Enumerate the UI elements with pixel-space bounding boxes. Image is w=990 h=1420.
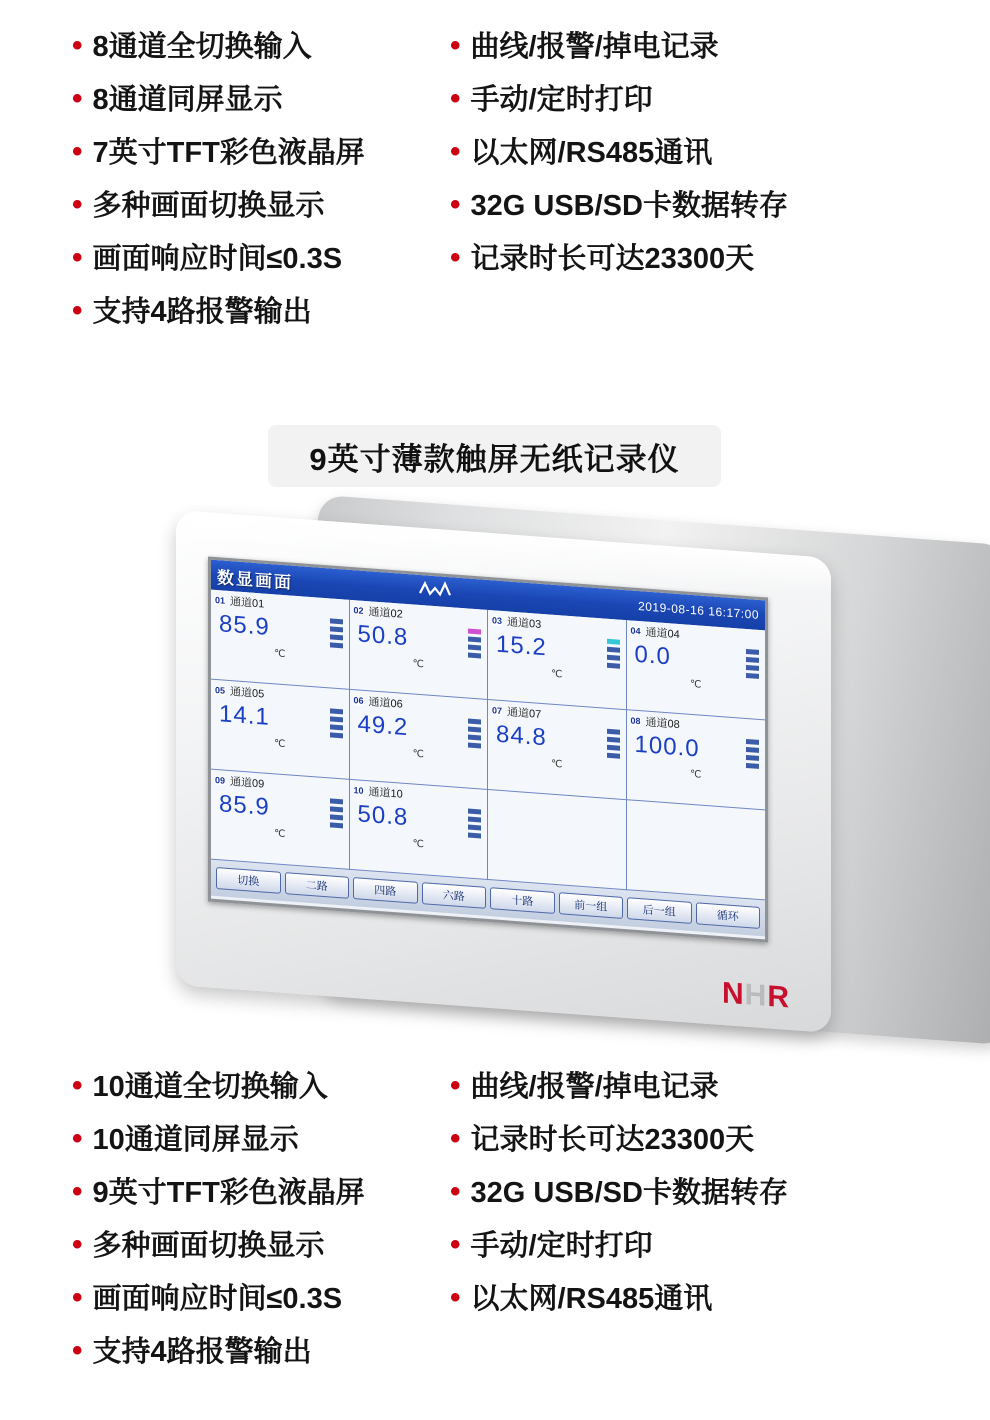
channel-unit: ℃ bbox=[412, 658, 424, 671]
bullet-icon: • bbox=[450, 1122, 461, 1155]
channel-cell-empty bbox=[488, 790, 627, 890]
bullet-icon: • bbox=[450, 188, 461, 221]
feature-item bbox=[450, 1228, 910, 1262]
channel-cell[interactable] bbox=[488, 700, 627, 800]
channel-name: 通道07 bbox=[507, 706, 542, 721]
channel-bar-indicator bbox=[607, 729, 620, 759]
channel-number: 08 bbox=[630, 714, 641, 726]
feature-item bbox=[450, 1069, 910, 1103]
feature-item bbox=[72, 1228, 440, 1262]
screen-button-switch[interactable]: 切换 bbox=[216, 867, 281, 894]
feature-label: 32G USB/SD卡数据转存 bbox=[470, 1177, 788, 1209]
feature-item bbox=[72, 29, 440, 63]
feature-label: 画面响应时间≤0.3S bbox=[92, 243, 343, 275]
feature-label: 以太网/RS485通讯 bbox=[470, 1283, 713, 1315]
channel-grid bbox=[211, 590, 765, 901]
channel-value: 100.0 bbox=[634, 730, 700, 763]
brand-letter-n: N bbox=[721, 976, 745, 1012]
channel-cell[interactable] bbox=[211, 680, 350, 780]
feature-label: 8通道全切换输入 bbox=[92, 31, 312, 63]
bullet-icon: • bbox=[72, 294, 83, 327]
feature-item bbox=[72, 1069, 440, 1103]
channel-name: 通道01 bbox=[230, 596, 265, 611]
feature-item bbox=[450, 1122, 910, 1156]
wave-logo-icon bbox=[418, 578, 454, 604]
channel-value: 85.9 bbox=[219, 790, 270, 821]
screen-datetime: 2019-08-16 16:17:00 bbox=[638, 599, 759, 622]
bullet-icon: • bbox=[450, 1069, 461, 1102]
channel-number: 05 bbox=[215, 684, 226, 696]
screen-title: 数显画面 bbox=[217, 567, 293, 593]
device-screen bbox=[208, 556, 768, 942]
screen-button-next-group[interactable]: 后一组 bbox=[627, 897, 692, 924]
bullet-icon: • bbox=[450, 135, 461, 168]
channel-number: 07 bbox=[492, 704, 503, 716]
feature-label: 曲线/报警/掉电记录 bbox=[470, 31, 719, 63]
channel-unit: ℃ bbox=[551, 668, 563, 681]
channel-bar-indicator bbox=[607, 639, 620, 669]
bottom-feature-list bbox=[0, 1069, 990, 1390]
feature-label: 9英寸TFT彩色液晶屏 bbox=[92, 1177, 365, 1209]
feature-label: 记录时长可达23300天 bbox=[470, 1124, 755, 1156]
channel-value: 15.2 bbox=[496, 630, 547, 662]
feature-item bbox=[450, 29, 910, 63]
channel-bar-indicator bbox=[468, 809, 481, 839]
channel-name: 通道05 bbox=[230, 686, 265, 701]
channel-unit: ℃ bbox=[412, 838, 424, 851]
channel-name: 通道02 bbox=[368, 606, 403, 621]
bullet-icon: • bbox=[72, 1175, 83, 1208]
channel-bar-indicator bbox=[468, 719, 481, 749]
feature-label: 支持4路报警输出 bbox=[92, 1336, 312, 1368]
brand-letter-r: R bbox=[767, 979, 790, 1015]
bullet-icon: • bbox=[72, 135, 83, 168]
bullet-icon: • bbox=[450, 82, 461, 115]
channel-value: 50.8 bbox=[357, 620, 409, 652]
feature-label: 多种画面切换显示 bbox=[92, 190, 325, 222]
feature-label: 手动/定时打印 bbox=[470, 84, 653, 116]
bullet-icon: • bbox=[72, 1122, 83, 1155]
channel-bar-indicator bbox=[330, 798, 343, 828]
channel-value: 49.2 bbox=[357, 710, 409, 742]
bullet-icon: • bbox=[450, 241, 461, 274]
product-title: 9英寸薄款触屏无纸记录仪 bbox=[268, 425, 721, 487]
channel-value: 85.9 bbox=[219, 610, 270, 641]
channel-unit: ℃ bbox=[274, 738, 286, 751]
feature-item bbox=[72, 135, 440, 169]
channel-number: 10 bbox=[353, 784, 364, 796]
screen-button-four-channel[interactable]: 四路 bbox=[353, 877, 418, 904]
bullet-icon: • bbox=[450, 1228, 461, 1261]
channel-bar-indicator bbox=[330, 708, 343, 738]
feature-item bbox=[450, 1175, 910, 1209]
bullet-icon: • bbox=[72, 1334, 83, 1367]
feature-label: 10通道同屏显示 bbox=[92, 1124, 299, 1156]
channel-cell[interactable] bbox=[627, 620, 766, 720]
bottom-feature-column-right bbox=[440, 1069, 910, 1390]
feature-item bbox=[72, 1281, 440, 1315]
feature-item bbox=[450, 82, 910, 116]
feature-item bbox=[72, 1175, 440, 1209]
channel-cell[interactable] bbox=[211, 590, 350, 690]
bottom-feature-column-left bbox=[0, 1069, 440, 1390]
channel-cell[interactable] bbox=[350, 780, 489, 880]
channel-number: 01 bbox=[215, 594, 226, 606]
channel-name: 通道08 bbox=[645, 716, 680, 732]
feature-item bbox=[72, 82, 440, 116]
feature-label: 画面响应时间≤0.3S bbox=[92, 1283, 343, 1315]
screen-button-two-channel[interactable]: 二路 bbox=[285, 872, 350, 899]
feature-item bbox=[72, 241, 440, 275]
feature-item bbox=[72, 188, 440, 222]
top-feature-list bbox=[0, 29, 990, 350]
channel-number: 09 bbox=[215, 774, 226, 786]
channel-unit: ℃ bbox=[274, 828, 286, 841]
channel-number: 03 bbox=[492, 614, 503, 626]
channel-value: 50.8 bbox=[357, 800, 409, 832]
feature-label: 手动/定时打印 bbox=[470, 1230, 653, 1262]
screen-button-cycle[interactable]: 循环 bbox=[696, 902, 761, 929]
bullet-icon: • bbox=[450, 1175, 461, 1208]
channel-unit: ℃ bbox=[690, 678, 702, 691]
bullet-icon: • bbox=[72, 1281, 83, 1314]
top-feature-column-left bbox=[0, 29, 440, 350]
channel-name: 通道03 bbox=[507, 616, 542, 631]
bullet-icon: • bbox=[450, 1281, 461, 1314]
channel-unit: ℃ bbox=[274, 648, 286, 661]
feature-item bbox=[72, 1334, 440, 1368]
feature-item bbox=[450, 135, 910, 169]
channel-cell[interactable] bbox=[350, 690, 489, 790]
brand-logo bbox=[722, 977, 790, 1016]
channel-unit: ℃ bbox=[551, 758, 563, 771]
channel-bar-indicator bbox=[746, 649, 759, 679]
bullet-icon: • bbox=[72, 241, 83, 274]
channel-cell-empty bbox=[627, 800, 766, 900]
channel-number: 02 bbox=[353, 604, 364, 616]
channel-cell[interactable] bbox=[488, 610, 627, 710]
feature-item bbox=[72, 1122, 440, 1156]
device-illustration bbox=[168, 512, 848, 1037]
feature-label: 曲线/报警/掉电记录 bbox=[470, 1071, 719, 1103]
channel-cell[interactable] bbox=[350, 600, 489, 700]
bullet-icon: • bbox=[72, 1069, 83, 1102]
feature-item bbox=[72, 294, 440, 328]
screen-button-prev-group[interactable]: 前一组 bbox=[559, 892, 624, 919]
brand-letter-h: H bbox=[744, 978, 768, 1013]
channel-number: 04 bbox=[630, 624, 641, 636]
channel-name: 通道04 bbox=[645, 626, 680, 642]
channel-unit: ℃ bbox=[412, 748, 424, 761]
screen-button-six-channel[interactable]: 六路 bbox=[422, 882, 487, 909]
bullet-icon: • bbox=[72, 1228, 83, 1261]
screen-button-ten-channel[interactable]: 十路 bbox=[490, 887, 555, 914]
bullet-icon: • bbox=[72, 188, 83, 221]
channel-value: 84.8 bbox=[496, 720, 547, 752]
bullet-icon: • bbox=[72, 82, 83, 115]
channel-unit: ℃ bbox=[690, 768, 702, 781]
channel-name: 通道09 bbox=[230, 776, 265, 791]
channel-value: 0.0 bbox=[634, 640, 671, 671]
feature-label: 8通道同屏显示 bbox=[92, 84, 283, 116]
channel-number: 06 bbox=[353, 694, 364, 706]
channel-bar-indicator bbox=[746, 739, 759, 769]
channel-cell[interactable] bbox=[627, 710, 766, 810]
channel-cell[interactable] bbox=[211, 770, 350, 870]
feature-label: 10通道全切换输入 bbox=[92, 1071, 328, 1103]
feature-item bbox=[450, 1281, 910, 1315]
feature-label: 以太网/RS485通讯 bbox=[470, 137, 713, 169]
feature-label: 32G USB/SD卡数据转存 bbox=[470, 190, 788, 222]
feature-item bbox=[450, 241, 910, 275]
feature-label: 多种画面切换显示 bbox=[92, 1230, 325, 1262]
channel-bar-indicator bbox=[330, 618, 343, 648]
top-feature-column-right bbox=[440, 29, 910, 350]
channel-bar-indicator bbox=[468, 629, 481, 659]
bullet-icon: • bbox=[72, 29, 83, 62]
channel-value: 14.1 bbox=[219, 700, 270, 731]
feature-item bbox=[450, 188, 910, 222]
feature-label: 记录时长可达23300天 bbox=[470, 243, 755, 275]
channel-name: 通道06 bbox=[368, 696, 403, 711]
feature-label: 支持4路报警输出 bbox=[92, 296, 312, 328]
bullet-icon: • bbox=[450, 29, 461, 62]
feature-label: 7英寸TFT彩色液晶屏 bbox=[92, 137, 365, 169]
channel-name: 通道10 bbox=[368, 786, 403, 801]
